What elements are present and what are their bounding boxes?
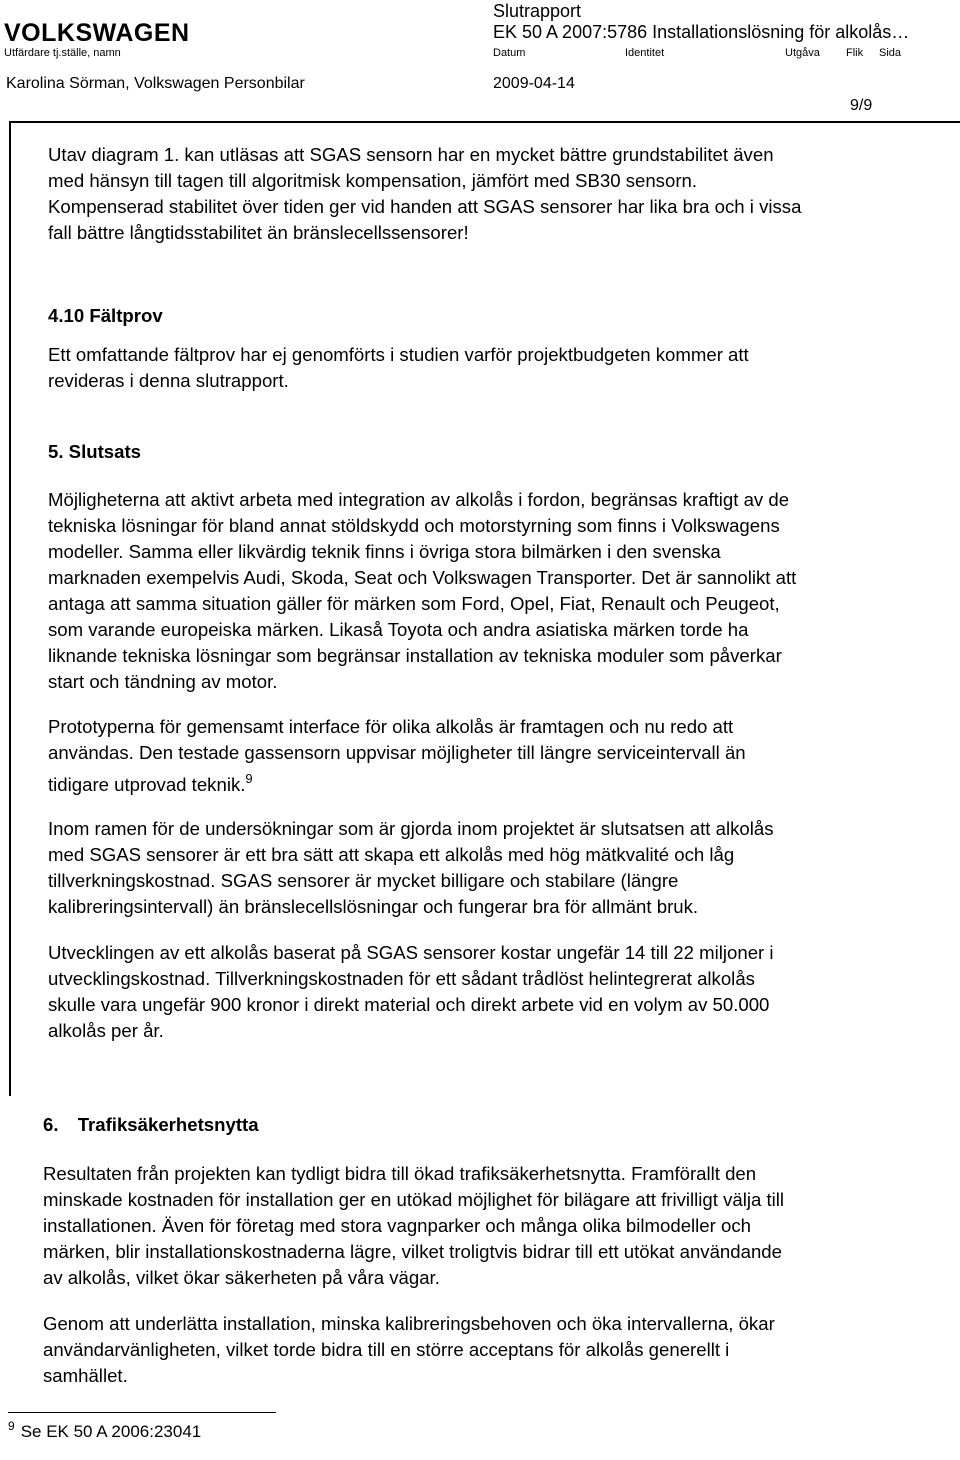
text-line: tekniska lösningar för bland annat stöldskydd och motorstyrning som finns i Volkswagens xyxy=(48,515,780,536)
text-line: modeller. Samma eller likvärdig teknik finns i övriga stora bilmärken i den svenska xyxy=(48,541,721,562)
date-label: Datum xyxy=(493,47,526,59)
text-line: alkolås per år. xyxy=(48,1020,164,1041)
section-6-number: 6. xyxy=(43,1114,59,1135)
text-line: användas. Den testade gassensorn uppvisar möjligheter till längre serviceintervall än xyxy=(48,742,746,763)
text-line: liknande tekniska lösningar som begränsar installation av tekniska moduler som påverkar xyxy=(48,645,782,666)
section-5-paragraph-3 xyxy=(48,816,774,920)
section-6-title: Trafiksäkerhetsnytta xyxy=(77,1114,259,1135)
issuer-value: Karolina Sörman, Volkswagen Personbilar xyxy=(6,75,305,92)
edition-label: Utgåva xyxy=(785,47,820,59)
section-410-heading: 4.10 Fältprov xyxy=(48,305,163,326)
text-line: som varande europeiska märken. Likaså Toyota och andra asiatiska märken torde ha xyxy=(48,619,749,640)
text-line xyxy=(48,766,746,798)
text-line: fall bättre långtidsstabilitet än bränslecellssensorer! xyxy=(48,222,469,243)
text-line: Genom att underlätta installation, minska kalibreringsbehoven och öka intervallerna, ökar xyxy=(43,1313,775,1334)
footnote xyxy=(8,1419,201,1442)
text-line: Ett omfattande fältprov har ej genomförts i studien varför projektbudgeten kommer att xyxy=(48,344,749,365)
text-line: minskade kostnaden för installation ger en utökad möjlighet för bilägare att frivilligt välja till xyxy=(43,1189,785,1210)
page-label: Sida xyxy=(879,47,902,59)
section-410-paragraph xyxy=(48,342,749,394)
text-line: med SGAS sensorer är ett bra sätt att skapa ett alkolås med hög mätkvalité och låg xyxy=(48,844,735,865)
text-line: kalibreringsintervall) än bränslecellslösningar och fungerar bra för allmänt bruk. xyxy=(48,896,699,917)
text-line: av alkolås, vilket ökar säkerheten på våra vägar. xyxy=(43,1267,440,1288)
section-6-paragraph-2 xyxy=(43,1311,775,1389)
text-line: installationen. Även för företag med stora vagnparker och många olika bilmodeller och xyxy=(43,1215,751,1236)
text-line: Prototyperna för gemensamt interface för olika alkolås är framtagen och nu redo att xyxy=(48,716,734,737)
text-line: samhället. xyxy=(43,1365,128,1386)
footnote-text: Se EK 50 A 2006:23041 xyxy=(20,1422,202,1441)
footnote-reference[interactable]: 9 xyxy=(245,771,253,786)
text-line: utvecklingskostnad. Tillverkningskostnaden för ett sådant trådlöst helintegrerat alkolås xyxy=(48,968,755,989)
text-line: antaga att samma situation gäller för märken som Ford, Opel, Fiat, Renault och Peugeot, xyxy=(48,593,780,614)
text-line: start och tändning av motor. xyxy=(48,671,278,692)
text-line: Möjligheterna att aktivt arbeta med integration av alkolås i fordon, begränsas kraftigt av de xyxy=(48,489,790,510)
text-line: marknaden exempelvis Audi, Skoda, Seat och Volkswagen Transporter. Det är sannolikt att xyxy=(48,567,797,588)
intro-paragraph xyxy=(48,142,801,246)
body-frame-left-rule xyxy=(9,121,11,1096)
document-type: Slutrapport xyxy=(493,1,582,21)
section-5-heading: 5. Slutsats xyxy=(48,441,142,462)
section-6-heading xyxy=(43,1114,259,1136)
text-line: användarvänligheten, vilket torde bidra till en större acceptans för alkolås generellt i xyxy=(43,1339,730,1360)
section-6-paragraph-1 xyxy=(43,1161,784,1291)
brand-name: VOLKSWAGEN xyxy=(4,19,190,47)
date-value: 2009-04-14 xyxy=(493,75,575,92)
footnote-number: 9 xyxy=(8,1419,15,1433)
issuer-label: Utfärdare tj.ställe, namn xyxy=(4,47,121,59)
tab-label: Flik xyxy=(846,47,864,59)
text-line: Inom ramen för de undersökningar som är gjorda inom projektet är slutsatsen att alkolås xyxy=(48,818,774,839)
text-line: Utav diagram 1. kan utläsas att SGAS sensorn har en mycket bättre grundstabilitet även xyxy=(48,144,774,165)
text-line: Utvecklingen av ett alkolås baserat på SGAS sensorer kostar ungefär 14 till 22 miljoner i xyxy=(48,942,774,963)
text-line-content: tidigare utprovad teknik. xyxy=(48,774,246,795)
section-5-paragraph-2 xyxy=(48,714,746,798)
text-line: revideras i denna slutrapport. xyxy=(48,370,289,391)
page-number: 9/9 xyxy=(850,97,873,114)
section-5-paragraph-1 xyxy=(48,487,796,695)
text-line: tillverkningskostnad. SGAS sensorer är mycket billigare och stabilare (längre xyxy=(48,870,679,891)
text-line: märken, blir installationskostnaderna lägre, vilket troligtvis bidrar till ett utökat användande xyxy=(43,1241,782,1262)
text-line: Resultaten från projekten kan tydligt bidra till ökad trafiksäkerhetsnytta. Framförallt den xyxy=(43,1163,757,1184)
section-5-paragraph-4 xyxy=(48,940,774,1044)
identity-label: Identitet xyxy=(625,47,665,59)
text-line: med hänsyn till tagen till algoritmisk kompensation, jämfört med SB30 sensorn. xyxy=(48,170,698,191)
footnote-separator xyxy=(8,1412,276,1413)
body-frame-top-rule xyxy=(9,121,960,123)
text-line: skulle vara ungefär 900 kronor i direkt material och direkt arbete vid en volym av 50.000 xyxy=(48,994,770,1015)
document-title: EK 50 A 2007:5786 Installationslösning för alkolås… xyxy=(493,22,910,42)
text-line: Kompenserad stabilitet över tiden ger vid handen att SGAS sensorer har lika bra och i vissa xyxy=(48,196,802,217)
